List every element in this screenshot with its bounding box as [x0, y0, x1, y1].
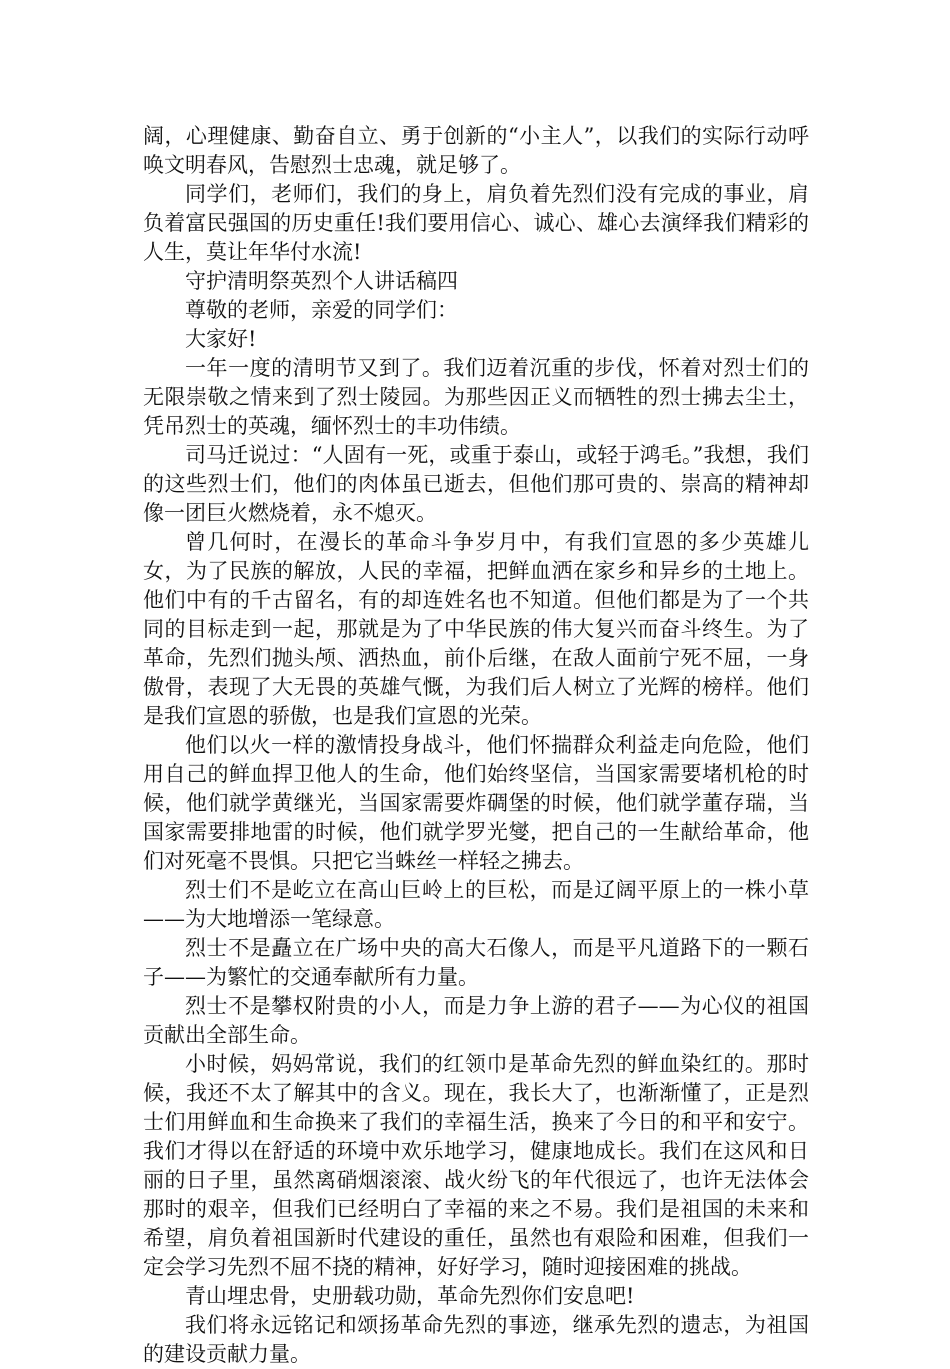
paragraph: 烈士不是攀权附贵的小人，而是力争上游的君子——为心仪的祖国贡献出全部生命。 [143, 994, 809, 1047]
paragraph: 同学们，老师们，我们的身上，肩负着先烈们没有完成的事业，肩负着富民强国的历史重任!我们要用信心、诚心、雄心去演绎我们精彩的人生，莫让年华付水流! [143, 182, 809, 264]
paragraph: 烈士不是矗立在广场中央的高大石像人，而是平凡道路下的一颗石子——为繁忙的交通奉献所有力量。 [143, 936, 809, 989]
greeting: 大家好! [185, 327, 257, 351]
paragraph: 烈士们不是屹立在高山巨岭上的巨松，而是辽阔平原上的一株小草——为大地增添一笔绿意。 [143, 878, 809, 931]
section-title: 守护清明祭英烈个人讲话稿四 [185, 269, 458, 293]
paragraph: 小时候，妈妈常说，我们的红领巾是革命先烈的鲜血染红的。那时候，我还不太了解其中的含义。现在，我长大了，也渐渐懂了，正是烈士们用鲜血和生命换来了我们的幸福生活，换来了今日的和平和安宁。我们才得以在舒适的环境中欢乐地学习，健康地成长。我们在这风和日丽的日子里，虽然离硝烟滚滚、战火纷飞的年代很远了，也许无法体会那时的艰辛，但我们已经明白了幸福的来之不易。我们是祖国的未来和希望，肩负着祖国新时代建设的重任，虽然也有艰险和困难，但我们一定会学习先烈不屈不挠的精神，好好学习，随时迎接困难的挑战。 [143, 1052, 809, 1279]
paragraph: 我们将永远铭记和颂扬革命先烈的事迹，继承先烈的遗志，为祖国的建设贡献力量。 [143, 1313, 809, 1366]
document-body [143, 122, 809, 1369]
paragraph: 司马迁说过：“人固有一死，或重于泰山，或轻于鸿毛。”我想，我们的这些烈士们，他们的肉体虽已逝去，但他们那可贵的、崇高的精神却像一团巨火燃烧着，永不熄灭。 [143, 443, 809, 525]
paragraph: 他们以火一样的激情投身战斗，他们怀揣群众利益走向危险，他们用自己的鲜血捍卫他人的生命，他们始终坚信，当国家需要堵机枪的时候，他们就学黄继光，当国家需要炸碉堡的时候，他们就学董存瑞，当国家需要排地雷的时候，他们就学罗光燮，把自己的一生献给革命，他们对死毫不畏惧。只把它当蛛丝一样轻之拂去。 [143, 733, 809, 873]
paragraph: 一年一度的清明节又到了。我们迈着沉重的步伐，怀着对烈士们的无限崇敬之情来到了烈士陵园。为那些因正义而牺牲的烈士拂去尘土，凭吊烈士的英魂，缅怀烈士的丰功伟绩。 [143, 356, 809, 438]
paragraph-continuation: 阔，心理健康、勤奋自立、勇于创新的“小主人”，以我们的实际行动呼唤文明春风，告慰烈士忠魂，就足够了。 [143, 124, 809, 177]
salutation: 尊敬的老师，亲爱的同学们： [185, 298, 458, 322]
paragraph: 青山埋忠骨，史册载功勋，革命先烈你们安息吧! [185, 1284, 635, 1308]
paragraph: 曾几何时，在漫长的革命斗争岁月中，有我们宣恩的多少英雄儿女，为了民族的解放，人民的幸福，把鲜血洒在家乡和异乡的土地上。他们中有的千古留名，有的却连姓名也不知道。但他们都是为了一个共同的目标走到一起，那就是为了中华民族的伟大复兴而奋斗终生。为了革命，先烈们抛头颅、洒热血，前仆后继，在敌人面前宁死不屈，一身傲骨，表现了大无畏的英雄气慨，为我们后人树立了光辉的榜样。他们是我们宣恩的骄傲，也是我们宣恩的光荣。 [143, 530, 809, 728]
